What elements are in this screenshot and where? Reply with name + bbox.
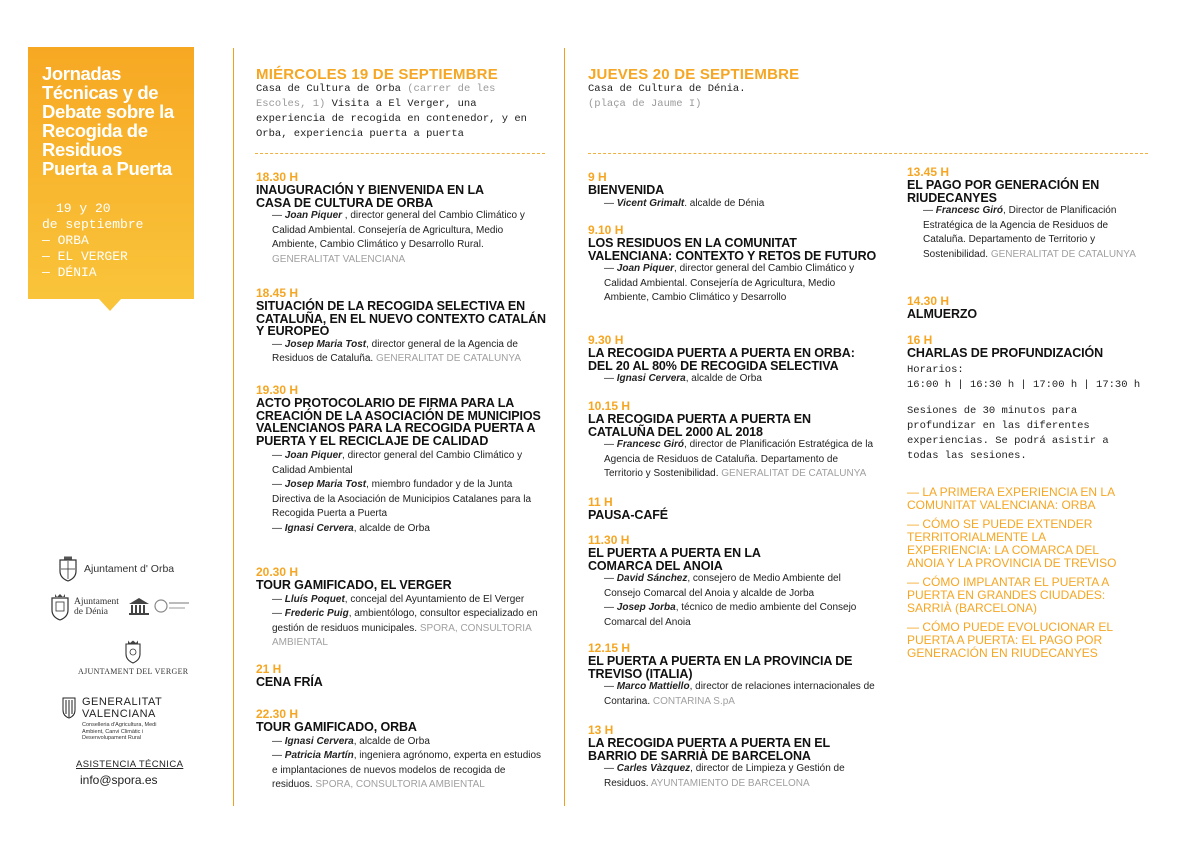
speaker: — Marco Mattiello, director de relaciones internacionales de Contarina. CONTARINA S.pA: [604, 681, 875, 707]
session-time: 16 H: [907, 333, 933, 347]
speaker: — Josep Maria Tost, miembro fundador y de la Junta Directiva de la Asociación de Municipios Catalanes para la Recogida Puerta a Puerta: [272, 479, 532, 519]
logo-denia: Ajuntament de Dénia: [50, 593, 191, 621]
day2-title: JUEVES 20 DE SEPTIEMBRE: [588, 66, 800, 83]
unesco-logo-icon: [127, 596, 191, 618]
contact-email[interactable]: info@spora.es: [80, 773, 158, 787]
day1-separator: [255, 153, 545, 154]
session-time: 11.30 H: [588, 533, 630, 547]
session-title: LA RECOGIDA PUERTA A PUERTA EN EL BARRIO DE SARRIÀ DE BARCELONA: [588, 736, 830, 763]
topic-item: — CÓMO PUEDE EVOLUCIONAR EL PUERTA A PUERTA: EL PAGO POR GENERACIÓN EN RIUDECANYES: [907, 620, 1113, 660]
day1-title: MIÉRCOLES 19 DE SEPTIEMBRE: [256, 66, 498, 83]
speaker: — Vicent Grimalt. alcalde de Dénia: [604, 197, 765, 209]
session-time: 21 H: [256, 662, 282, 676]
session-time: 13.45 H: [907, 165, 950, 179]
session-time: 11 H: [588, 495, 613, 509]
session-930: [588, 334, 878, 387]
session-9: [588, 171, 878, 211]
day2-description: Casa de Cultura de Dénia. (plaça de Jaume I): [588, 83, 746, 110]
speaker: — Ignasi Cervera, alcalde de Orba: [272, 522, 430, 534]
session-1430: [907, 295, 1137, 321]
session-21: [256, 663, 546, 689]
speaker: — Francesc Giró, Director de Planificación Estratégica de la Agencia de Residuos de Cataluña. Departamento de Territorio y Sostenibilidad. GENERALITAT DE CATALUNYA: [923, 205, 1136, 260]
session-1015: [588, 400, 878, 482]
session-time: 19.30 H: [256, 383, 299, 397]
session-time: 14.30 H: [907, 294, 950, 308]
session-time: 9 H: [588, 170, 607, 184]
session-title: PAUSA-CAFÉ: [588, 508, 669, 522]
session-title: LA RECOGIDA PUERTA A PUERTA EN ORBA: DEL 20 AL 80% DE RECOGIDA SELECTIVA: [588, 346, 855, 373]
logo-verger: AJUNTAMENT DEL VERGER: [78, 640, 188, 676]
session-title: EL PAGO POR GENERACIÓN EN RIUDECANYES: [907, 178, 1100, 205]
denia-crest-icon: [50, 593, 70, 621]
speaker: — Joan Piquer, director general del Cambio Climático y Calidad Ambiental. Consejería de Agricultura, Medio Ambiente, Cambio Climático y Desarrollo: [604, 263, 855, 303]
divider-left: [233, 48, 234, 806]
speaker: — Josep Maria Tost, director general de la Agencia de Residuos de Cataluña. GENERALITAT DE CATALUNYA: [272, 338, 521, 364]
topic-item: — CÓMO IMPLANTAR EL PUERTA A PUERTA EN GRANDES CIUDADES: SARRIÀ (BARCELONA): [907, 575, 1109, 615]
verger-crest-icon: [124, 640, 142, 664]
event-title: Jornadas Técnicas y de Debate sobre la Recogida de Residuos Puerta a Puerta: [42, 63, 174, 179]
session-910: [588, 224, 878, 306]
session-time: 18.30 H: [256, 170, 299, 184]
session-2230: [256, 708, 546, 793]
speaker: — Patricia Martín, ingeniera agrónomo, experta en estudios e implantaciones de nuevos modelos de recogida de residuos. SPORA, CONSULTORIA AMBIENTAL: [272, 750, 542, 790]
session-title: ACTO PROTOCOLARIO DE FIRMA PARA LA CREACIÓN DE LA ASOCIACIÓN DE MUNICIPIOS VALENCIANOS PARA LA RECOGIDA PUERTA A PUERTA Y EL RECICLAJE DE CALIDAD: [256, 396, 541, 448]
divider-middle: [564, 48, 565, 806]
session-1215: [588, 642, 878, 709]
topic-item: — LA PRIMERA EXPERIENCIA EN LA COMUNITAT VALENCIANA: ORBA: [907, 485, 1115, 512]
event-dates: 19 y 20 de septiembre — ORBA — EL VERGER — DÉNIA: [42, 201, 144, 280]
session-time: 20.30 H: [256, 565, 299, 579]
topic-item: — CÓMO SE PUEDE EXTENDER TERRITORIALMENTE LA EXPERIENCIA: LA COMARCA DEL ANOIA Y LA PROVINCIA DE TREVISO: [907, 517, 1117, 570]
session-title: INAUGURACIÓN Y BIENVENIDA EN LA CASA DE CULTURA DE ORBA: [256, 183, 484, 210]
session-13: [588, 724, 878, 791]
session-1845: [256, 287, 546, 367]
session-1930: [256, 384, 546, 536]
session-title: CENA FRÍA: [256, 675, 323, 689]
speaker: — Joan Piquer, director general del Cambio Climático y Calidad Ambiental: [272, 450, 523, 476]
session-1130: [588, 534, 878, 630]
session-time: 22.30 H: [256, 707, 299, 721]
session-11: [588, 496, 878, 522]
session-2030: [256, 566, 546, 651]
session-title: EL PUERTA A PUERTA EN LA PROVINCIA DE TREVISO (ITALIA): [588, 654, 853, 681]
session-title: ALMUERZO: [907, 307, 978, 321]
banner-arrow: [99, 299, 121, 311]
speaker: — Josep Jorba, técnico de medio ambiente del Consejo Comarcal del Anoia: [604, 602, 857, 628]
session-title: TOUR GAMIFICADO, ORBA: [256, 720, 417, 734]
day2-separator: [588, 153, 1148, 154]
speaker: — Ignasi Cervera, alcalde de Orba: [272, 735, 430, 747]
speaker: — David Sánchez, consejero de Medio Ambiente del Consejo Comarcal del Anoia y alcalde de Jorba: [604, 573, 841, 599]
speaker: — Ignasi Cervera, alcalde de Orba: [604, 373, 762, 384]
session-title: LA RECOGIDA PUERTA A PUERTA EN CATALUÑA DEL 2000 AL 2018: [588, 412, 811, 439]
logo-generalitat: GENERALITAT VALENCIANA Conselleria d'Agricultura, Medi Ambient, Canvi Climàtic i Desenvolupament Rural: [62, 697, 162, 742]
session-time: 10.15 H: [588, 399, 631, 413]
session-time: 9.30 H: [588, 333, 624, 347]
speaker: — Carles Vàzquez, director de Limpieza y Gestión de Residuos. AYUNTAMIENTO DE BARCELONA: [604, 763, 845, 789]
topics-list: [907, 486, 1132, 666]
day1-description: Casa de Cultura de Orba (carrer de les Escoles, 1) Visita a El Verger, una experiencia de recogida en contenedor, y en Orba, experiencia puerta a puerta: [256, 83, 527, 140]
technical-assistance-label: ASISTENCIA TÉCNICA: [76, 759, 184, 770]
speaker: — Frederic Puig, ambientólogo, consultor especializado en gestión de residuos municipales. SPORA, CONSULTORIA AMBIENTAL: [272, 608, 538, 648]
logo-orba: Ajuntament d' Orba: [58, 556, 174, 582]
session-title: CHARLAS DE PROFUNDIZACIÓN: [907, 346, 1104, 360]
session-title: LOS RESIDUOS EN LA COMUNITAT VALENCIANA: CONTEXTO Y RETOS DE FUTURO: [588, 236, 877, 263]
sessions-note: Sesiones de 30 minutos para profundizar en las diferentes experiencias. Se podrá asistir a todas las sesiones.: [907, 404, 1109, 462]
session-time: 13 H: [588, 723, 614, 737]
horarios-label: Horarios:: [907, 363, 964, 376]
speaker: — Lluís Poquet, concejal del Ayuntamiento de El Verger: [272, 593, 525, 605]
speaker: — Francesc Giró, director de Planificación Estratégica de la Agencia de Residuos de Cataluña. Departamento de Territorio y Sostenibilidad. GENERALITAT DE CATALUNYA: [604, 439, 874, 479]
generalitat-flag-icon: [62, 697, 76, 719]
session-title: TOUR GAMIFICADO, EL VERGER: [256, 578, 452, 592]
session-title: BIENVENIDA: [588, 183, 665, 197]
session-1830: [256, 171, 546, 267]
session-title: EL PUERTA A PUERTA EN LA COMARCA DEL ANOIA: [588, 546, 761, 573]
session-time: 9.10 H: [588, 223, 624, 237]
orba-crest-icon: [58, 556, 78, 582]
session-16: [907, 334, 1147, 464]
session-time: 12.15 H: [588, 641, 631, 655]
session-title: SITUACIÓN DE LA RECOGIDA SELECTIVA EN CATALUÑA, EN EL NUEVO CONTEXTO CATALÁN Y EUROPEO: [256, 299, 546, 338]
session-1345: [907, 166, 1137, 262]
horarios-list: 16:00 h | 16:30 h | 17:00 h | 17:30 h: [907, 378, 1141, 391]
session-time: 18.45 H: [256, 286, 299, 300]
speaker: — Joan Piquer , director general del Cambio Climático y Calidad Ambiental. Consejería de Agricultura, Medio Ambiente, Cambio Climático y Desarrollo Rural. GENERALITAT VALENCIANA: [272, 210, 525, 265]
